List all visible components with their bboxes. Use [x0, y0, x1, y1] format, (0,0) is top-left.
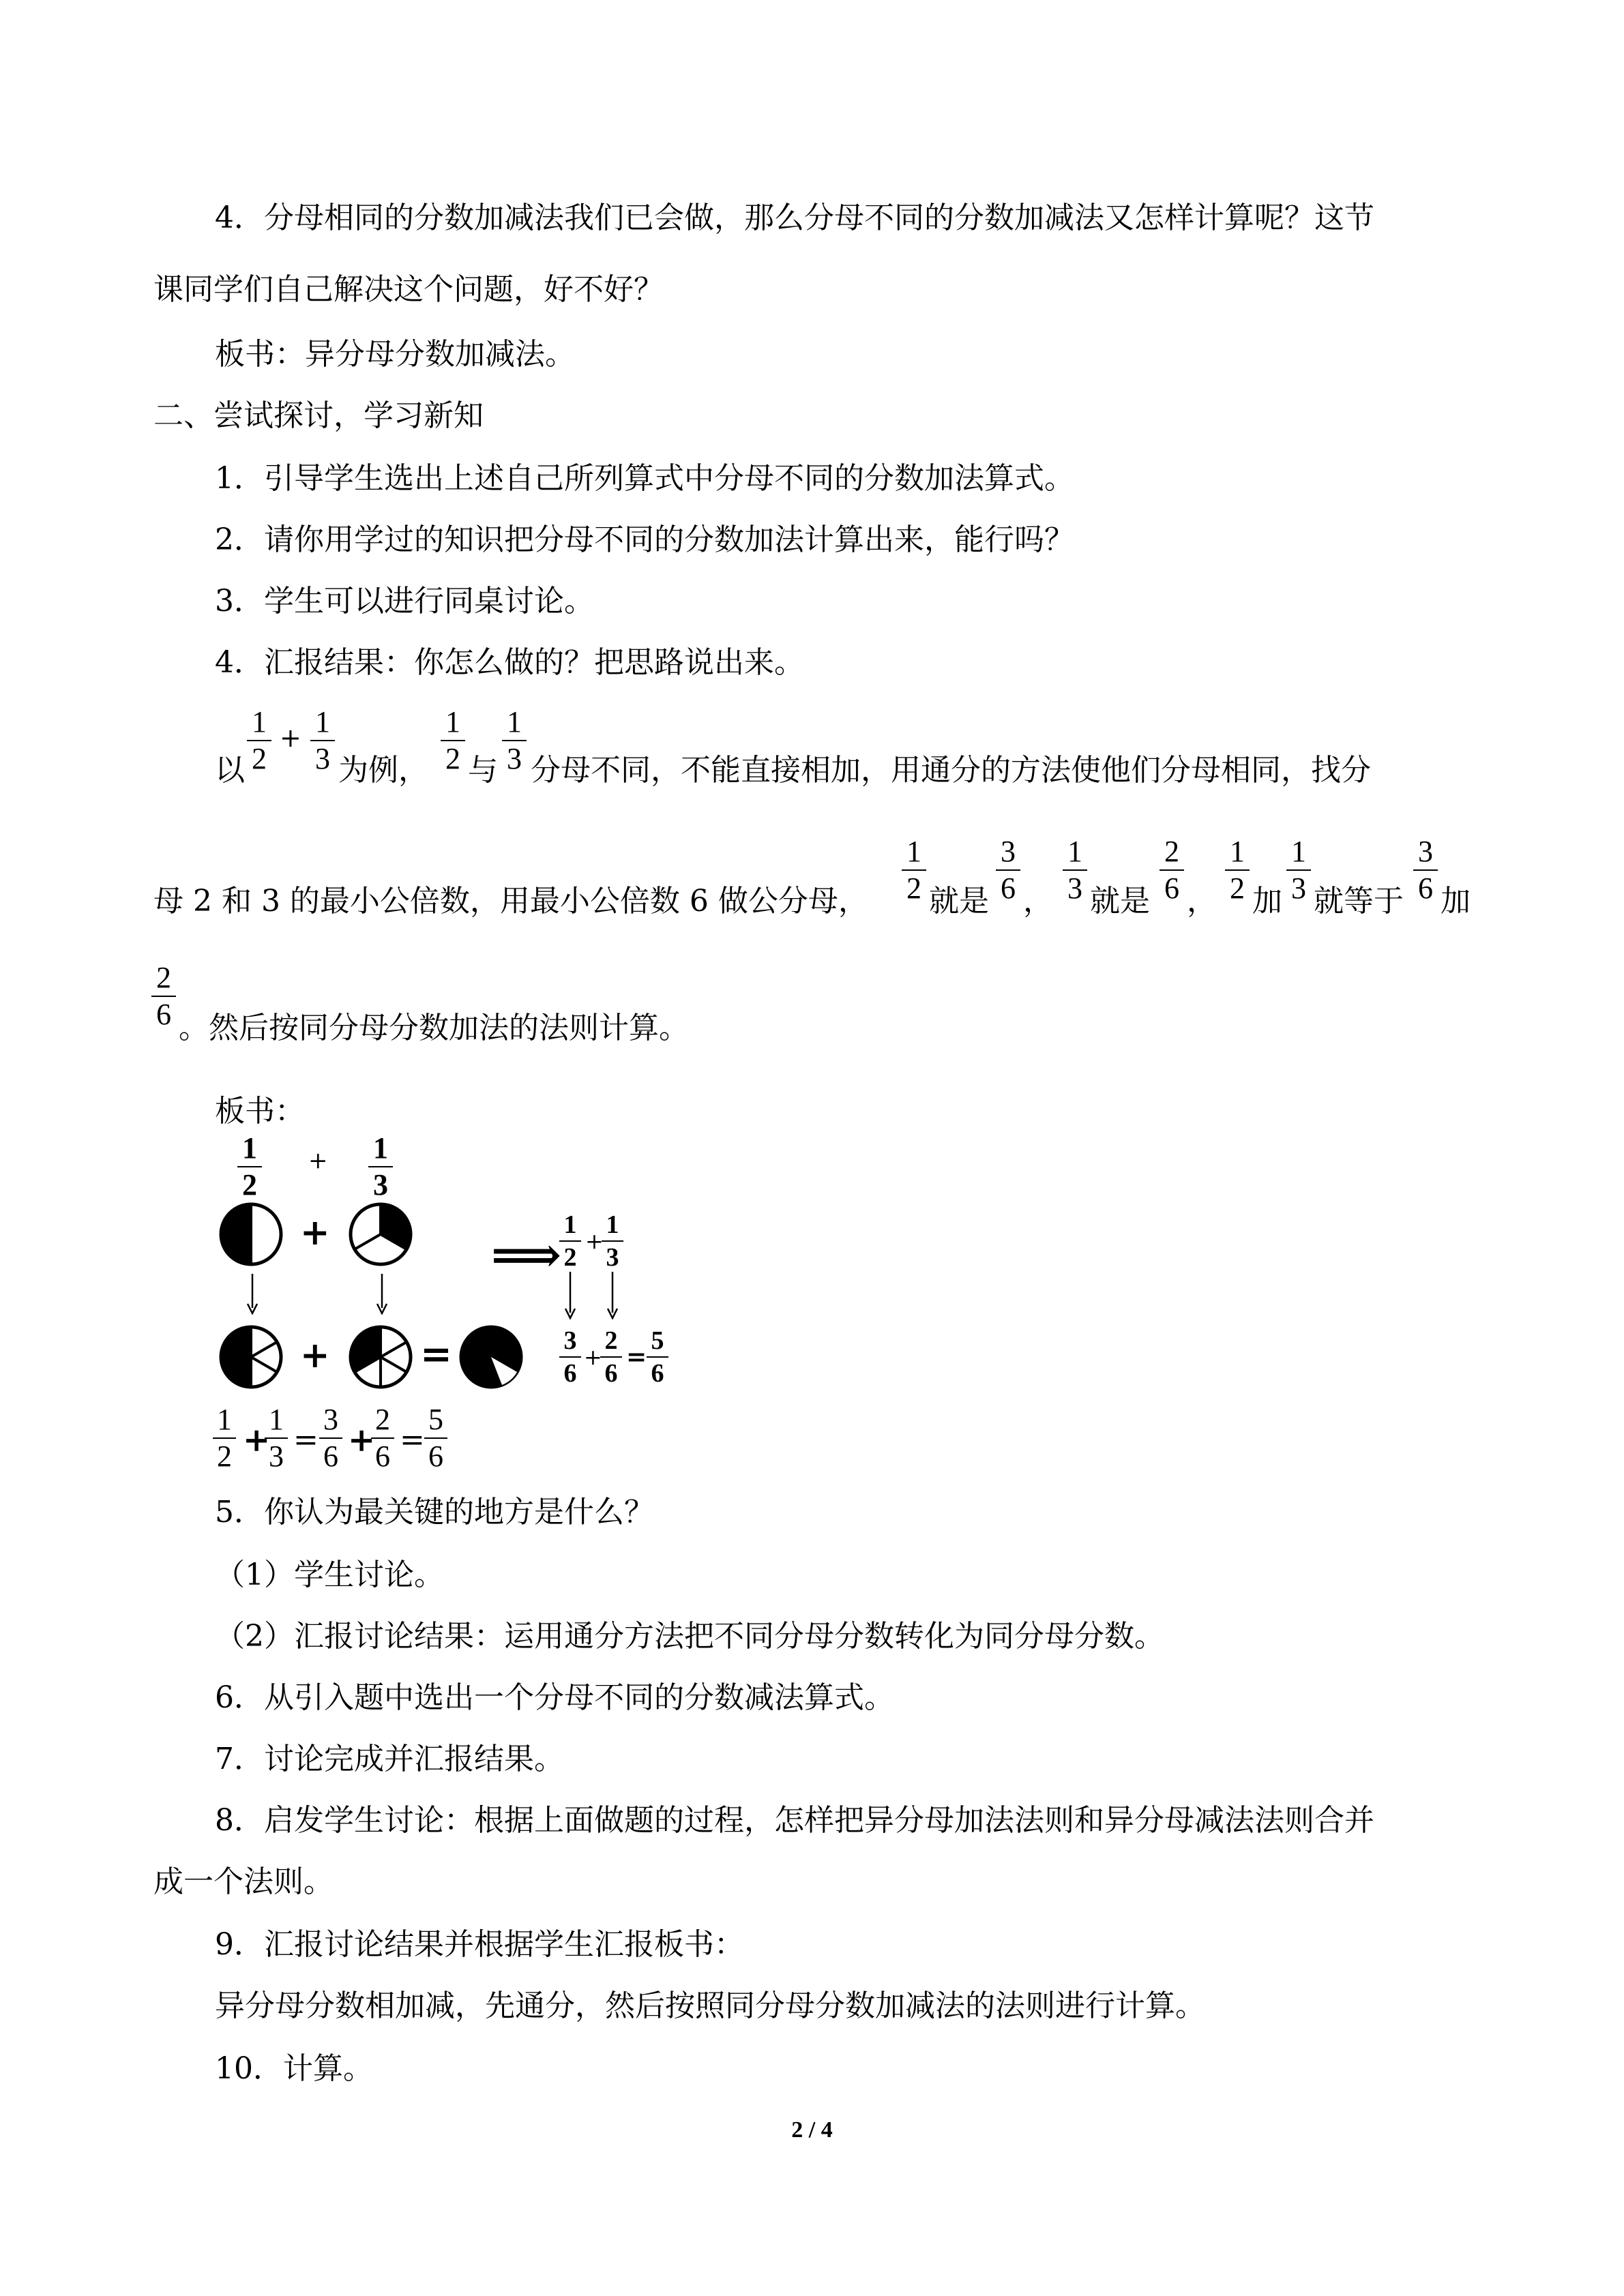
fraction: 1 3	[265, 1403, 288, 1473]
fraction: 1 3	[1286, 835, 1311, 905]
equals-sign: =	[293, 1422, 319, 1457]
example-text: 母 2 和 3 的最小公倍数，用最小公倍数 6 做公分母，	[153, 884, 868, 919]
example-text: 以	[215, 753, 245, 788]
down-arrow-icon	[563, 1272, 577, 1320]
fraction: 1 3	[502, 706, 527, 775]
example-text: 与	[468, 753, 498, 788]
half-shaded-circle-icon	[217, 1200, 285, 1268]
step-10: 10．计算。	[215, 2051, 373, 2086]
plus-sign: +	[300, 1212, 330, 1253]
paragraph-line: 4．分母相同的分数加减法我们已会做，那么分母不同的分数加减法又怎样计算呢？这节	[215, 200, 1374, 235]
fraction: 2 6	[371, 1403, 394, 1473]
example-text: 。然后按同分母分数加法的法则计算。	[179, 1011, 689, 1045]
fraction: 3 6	[1413, 835, 1438, 905]
fraction: 1 3	[368, 1132, 393, 1202]
fraction: 1 3	[310, 706, 335, 775]
step-8: 8．启发学生讨论：根据上面做题的过程，怎样把异分母加法法则和异分母减法法则合并	[215, 1803, 1374, 1838]
board-diagram	[205, 1125, 723, 1480]
third-shaded-circle-icon	[346, 1200, 415, 1268]
example-text: 加	[1252, 884, 1282, 919]
step-5-1: （1）学生讨论。	[215, 1557, 444, 1592]
step-1: 1．引导学生选出上述自己所列算式中分母不同的分数加法算式。	[215, 461, 1074, 496]
step-3: 3．学生可以进行同桌讨论。	[215, 584, 594, 618]
fraction: 1 2	[237, 1132, 262, 1202]
paragraph-line: 课同学们自己解决这个问题，好不好？	[153, 272, 664, 307]
five-sixths-circle-icon	[457, 1323, 525, 1391]
fraction: 5 6	[424, 1403, 447, 1473]
step-7: 7．讨论完成并汇报结果。	[215, 1742, 564, 1776]
fraction: 1 2	[213, 1403, 236, 1473]
fraction: 2 6	[151, 961, 176, 1031]
example-text: 分母不同，不能直接相加，用通分的方法使他们分母相同，找分	[531, 753, 1371, 788]
example-text: 就等于	[1314, 884, 1404, 919]
fraction: 3 6	[319, 1403, 342, 1473]
step-6: 6．从引入题中选出一个分母不同的分数减法算式。	[215, 1680, 894, 1715]
example-text: ，	[1187, 884, 1217, 919]
step-2: 2．请你用学过的知识把分母不同的分数加法计算出来，能行吗？	[215, 522, 1074, 557]
equals-sign: =	[420, 1332, 452, 1377]
step-5-2: （2）汇报讨论结果：运用通分方法把不同分母分数转化为同分母分数。	[215, 1619, 1164, 1654]
example-text: ，	[1023, 884, 1053, 919]
equals-sign: =	[626, 1343, 647, 1371]
step-8-cont: 成一个法则。	[153, 1864, 334, 1899]
fraction: 2 6	[1160, 835, 1184, 905]
step-5: 5．你认为最关键的地方是什么？	[215, 1495, 654, 1530]
plus-sign: +	[584, 1344, 602, 1370]
rule-text: 异分母分数相加减，先通分，然后按照同分母分数加减法的法则进行计算。	[215, 1988, 1205, 2023]
board-title: 板书：异分母分数加减法。	[215, 337, 575, 372]
fraction: 3 6	[559, 1326, 581, 1388]
fraction: 1 3	[602, 1210, 623, 1272]
page-number: 2 / 4	[791, 2117, 833, 2143]
down-arrow-icon	[246, 1274, 259, 1315]
fraction: 1 2	[902, 835, 926, 905]
fraction: 1 3	[1063, 835, 1087, 905]
plus-sign: +	[308, 1147, 328, 1174]
equals-sign: =	[400, 1422, 425, 1457]
fraction: 1 2	[441, 706, 465, 775]
fraction: 1 2	[1225, 835, 1250, 905]
down-arrow-icon	[606, 1272, 619, 1320]
plus-sign: +	[280, 723, 301, 753]
down-arrow-icon	[375, 1274, 389, 1315]
example-text: 就是	[1090, 884, 1150, 919]
example-text: 加	[1441, 884, 1471, 919]
section-heading: 二、尝试探讨，学习新知	[153, 398, 484, 433]
example-text: 为例，	[338, 753, 428, 788]
fraction: 5 6	[647, 1326, 668, 1388]
two-sixths-circle-icon	[346, 1323, 415, 1391]
fraction: 1 2	[559, 1210, 581, 1272]
plus-sign: +	[243, 1421, 271, 1459]
plus-sign: +	[348, 1421, 376, 1459]
fraction: 1 2	[247, 706, 271, 775]
fraction: 2 6	[600, 1326, 622, 1388]
example-text: 就是	[929, 884, 989, 919]
plus-sign: +	[585, 1228, 604, 1254]
board-label: 板书：	[215, 1094, 305, 1129]
step-4: 4．汇报结果：你怎么做的？把思路说出来。	[215, 645, 804, 680]
step-9: 9．汇报讨论结果并根据学生汇报板书：	[215, 1927, 744, 1962]
plus-sign: +	[300, 1335, 330, 1376]
double-arrow-icon: ⟹	[491, 1225, 562, 1283]
fraction: 3 6	[996, 835, 1020, 905]
three-sixths-circle-icon	[217, 1323, 285, 1391]
